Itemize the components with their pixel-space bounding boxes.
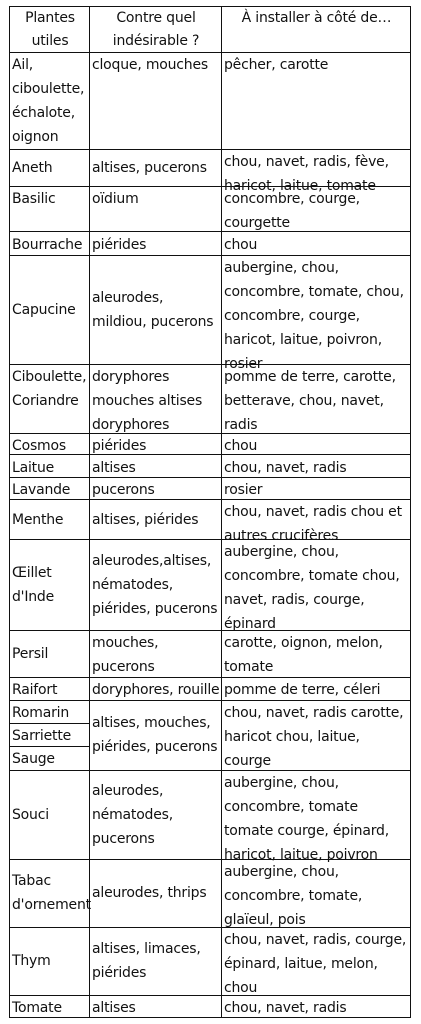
header-against: Contre quel indésirable ?: [112, 10, 200, 49]
against-text: doryphores, rouille: [92, 682, 220, 699]
header-cell: [90, 7, 222, 53]
plant-name: Ciboulette, Coriandre: [12, 369, 87, 410]
header-cell: [222, 7, 411, 53]
table-row: [10, 232, 411, 256]
near-text: chou, navet, radis: [224, 459, 347, 476]
plant-cell: [10, 500, 90, 540]
table-row: [10, 53, 411, 150]
against-text: mouches, pucerons: [92, 635, 159, 676]
near-cell: [222, 232, 411, 256]
plant-cell-stack: [10, 700, 90, 770]
plant-cell: [10, 995, 90, 1017]
against-cell: [90, 995, 222, 1017]
plant-name: Laitue: [12, 459, 55, 476]
near-text: chou, navet, radis: [224, 1000, 347, 1017]
against-text: altises, mouches, piérides, pucerons: [92, 715, 218, 756]
against-cell: [90, 630, 222, 677]
against-text: aleurodes, mildiou, pucerons: [92, 290, 214, 331]
plant-name: Menthe: [12, 511, 64, 528]
against-cell: [90, 770, 222, 859]
against-text: aleurodes, nématodes, pucerons: [92, 782, 174, 847]
near-cell: [222, 677, 411, 700]
near-text: aubergine, chou, concombre, tomate, glaïeul, pois: [224, 863, 363, 928]
near-text: chou, navet, radis carotte, haricot chou, laitue, courge: [224, 704, 404, 769]
against-cell: [90, 500, 222, 540]
companion-planting-table: [9, 6, 411, 1018]
against-text: altises: [92, 459, 136, 476]
plant-cell: [10, 478, 90, 500]
near-cell: [222, 478, 411, 500]
plant-name: Basilic: [12, 191, 56, 208]
table-row: [10, 365, 411, 434]
plant-name: Sarriette: [12, 727, 72, 744]
near-cell: [222, 700, 411, 770]
plant-cell: [10, 630, 90, 677]
against-cell: [90, 187, 222, 232]
plant-name: Œillet d'Inde: [12, 564, 55, 605]
against-text: altises, limaces, piérides: [92, 941, 201, 982]
near-text: aubergine, chou, concombre, tomate chou, navet, radis, courge, épinard: [224, 544, 400, 633]
header-row: [10, 7, 411, 53]
plant-cell: [10, 365, 90, 434]
against-cell: [90, 927, 222, 995]
against-text: altises, piérides: [92, 511, 199, 528]
against-cell: [90, 859, 222, 927]
plant-cell: [10, 187, 90, 232]
table-row: [10, 500, 411, 540]
plant-name: Persil: [12, 645, 49, 662]
against-text: altises: [92, 1000, 136, 1017]
near-cell: [222, 150, 411, 195]
near-text: chou: [224, 438, 258, 455]
near-cell: [222, 927, 411, 995]
table-row: [10, 540, 411, 630]
against-cell: [90, 53, 222, 150]
near-cell: [222, 995, 411, 1017]
plant-name: Souci: [12, 806, 49, 823]
plant-cell: [10, 434, 90, 455]
table-row: [10, 478, 411, 500]
against-cell: [90, 256, 222, 365]
table-row: [10, 927, 411, 995]
near-text: chou, navet, radis chou et autres crucifères: [224, 504, 402, 545]
against-text: pucerons: [92, 482, 155, 499]
near-text: carotte, oignon, melon, tomate: [224, 634, 383, 675]
near-text: rosier: [224, 482, 263, 499]
against-text: piérides: [92, 438, 147, 455]
table-row: [10, 995, 411, 1017]
plant-cell: [10, 53, 90, 150]
near-cell: [222, 365, 411, 434]
plant-cell: [10, 770, 90, 859]
header-near: À installer à côté de…: [241, 10, 392, 26]
near-cell: [222, 859, 411, 927]
against-cell: [90, 150, 222, 187]
against-text: oïdium: [92, 191, 139, 208]
plant-name: Lavande: [12, 482, 71, 499]
plant-name: Cosmos: [12, 438, 66, 455]
against-cell: [90, 455, 222, 478]
against-text: cloque, mouches: [92, 57, 208, 74]
plant-cell: [10, 256, 90, 365]
plant-name: Ail, ciboulette, échalote, oignon: [12, 57, 85, 146]
table-row: [10, 770, 411, 859]
table-row: [10, 187, 411, 232]
against-cell: [90, 540, 222, 630]
near-cell: [222, 540, 411, 633]
near-cell: [222, 455, 411, 478]
against-cell: [90, 365, 222, 434]
plant-name: Tomate: [12, 1000, 62, 1017]
table-row: [10, 455, 411, 478]
near-cell: [222, 434, 411, 455]
against-cell: [90, 700, 222, 770]
plant-name: Capucine: [12, 302, 76, 319]
near-text: chou, navet, radis, fève, haricot, laitue, tomate: [224, 154, 389, 195]
plant-name: Aneth: [12, 160, 53, 177]
header-plants: Plantes utiles: [25, 10, 75, 49]
plant-cell: [10, 232, 90, 256]
near-text: concombre, courge, courgette: [224, 191, 360, 232]
against-text: aleurodes, thrips: [92, 885, 207, 902]
table-row: [10, 434, 411, 455]
near-cell: [222, 500, 411, 545]
near-text: chou, navet, radis, courge, épinard, laitue, melon, chou: [224, 931, 407, 996]
against-text: altises, pucerons: [92, 160, 207, 177]
plant-cell: [10, 927, 90, 995]
table-row: [10, 256, 411, 365]
plant-cell: [10, 540, 90, 630]
against-text: doryphores mouches altises doryphores: [92, 369, 203, 434]
table-row: [10, 630, 411, 677]
against-cell: [90, 478, 222, 500]
table-row: [10, 677, 411, 700]
near-text: aubergine, chou, concombre, tomate, chou, concombre, courge, haricot, laitue, poivron, rosier: [224, 260, 404, 373]
near-cell: [222, 187, 411, 232]
against-text: piérides: [92, 236, 147, 253]
plant-cell: [10, 859, 90, 927]
near-cell: [222, 256, 411, 373]
near-text: pomme de terre, céleri: [224, 682, 381, 699]
near-cell: [222, 53, 411, 150]
against-cell: [90, 677, 222, 700]
plant-name: Tabac d'ornement: [12, 873, 91, 914]
plant-name: Raifort: [12, 682, 58, 699]
plant-name: Romarin: [12, 704, 69, 721]
companion-planting-document: [9, 6, 410, 1018]
header-cell: [10, 7, 90, 53]
near-text: pêcher, carotte: [224, 57, 329, 74]
near-text: chou: [224, 236, 258, 253]
table-row: [10, 700, 411, 770]
against-text: aleurodes,altises, nématodes, piérides, pucerons: [92, 552, 218, 617]
table-row: [10, 150, 411, 187]
plant-name: Sauge: [12, 750, 55, 767]
plant-name: Bourrache: [12, 236, 83, 253]
plant-stack: [10, 701, 89, 769]
near-text: aubergine, chou, concombre, tomate tomate courge, épinard, haricot, laitue, poivron: [224, 774, 389, 863]
plant-name: Thym: [12, 953, 51, 970]
against-cell: [90, 232, 222, 256]
plant-cell: [10, 677, 90, 700]
plant-cell: [10, 150, 90, 187]
near-text: pomme de terre, carotte, betterave, chou, navet, radis: [224, 369, 396, 434]
near-cell: [222, 770, 411, 863]
near-cell: [222, 630, 411, 677]
plant-cell: [10, 455, 90, 478]
table-row: [10, 859, 411, 927]
